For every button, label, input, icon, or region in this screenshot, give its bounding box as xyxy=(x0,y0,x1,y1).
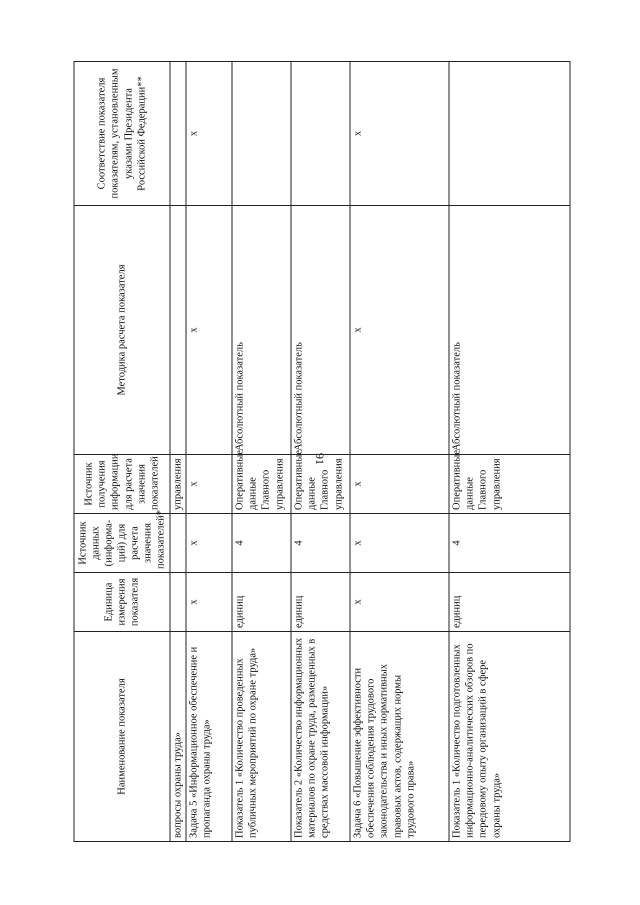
cell-data-source xyxy=(170,514,186,573)
header-info-origin: Источник получения информации для расчета значения показателей xyxy=(74,455,170,514)
cell-name: вопросы охраны труда» xyxy=(170,632,186,842)
cell-info-origin: Оперативные данные Главного управления xyxy=(232,455,291,514)
cell-unit xyxy=(170,573,186,632)
cell-data-source: 4 xyxy=(232,514,291,573)
cell-presidential-match xyxy=(232,62,291,206)
cell-unit: х xyxy=(186,573,232,632)
cell-info-origin: х xyxy=(350,455,449,514)
cell-data-source: 4 xyxy=(449,514,570,573)
cell-calc-method: Абсолютный показатель xyxy=(449,206,570,455)
cell-info-origin: х xyxy=(186,455,232,514)
table-row xyxy=(186,62,232,842)
cell-presidential-match xyxy=(291,62,350,206)
cell-calc-method xyxy=(170,206,186,455)
cell-name: Показатель 1 «Количество проведенных публичных мероприятий по охране труда» xyxy=(232,632,291,842)
cell-calc-method: х xyxy=(186,206,232,455)
cell-unit: единиц xyxy=(232,573,291,632)
cell-name: Показатель 2 «Количество информационных материалов по охране труда, размещенных в средствах массовой информации» xyxy=(291,632,350,842)
header-unit: Единица измерения показателя xyxy=(74,573,170,632)
cell-name: Показатель 1 «Количество подготовленных информационно-аналитических обзоров по передовому опыту организаций в сфере охраны труда» xyxy=(449,632,570,842)
cell-name: Задача 5 «Информационное обеспечение и пропаганда охраны труда» xyxy=(186,632,232,842)
header-data-source: Источник данных (информа-ций) для расчета значения показателей* xyxy=(74,514,170,573)
cell-info-origin: управления xyxy=(170,455,186,514)
cell-calc-method: х xyxy=(350,206,449,455)
cell-presidential-match xyxy=(170,62,186,206)
header-calc-method: Методика расчета показателя xyxy=(74,206,170,455)
cell-unit: х xyxy=(350,573,449,632)
cell-presidential-match: х xyxy=(350,62,449,206)
indicators-table xyxy=(74,61,571,842)
table-row xyxy=(350,62,449,842)
cell-presidential-match: х xyxy=(186,62,232,206)
cell-calc-method: Абсолютный показатель xyxy=(291,206,350,455)
cell-data-source: х xyxy=(186,514,232,573)
table-header-row xyxy=(74,62,170,842)
rotated-table-container xyxy=(74,62,567,842)
cell-data-source: 4 xyxy=(291,514,350,573)
cell-data-source: х xyxy=(350,514,449,573)
cell-info-origin: Оперативные данные Главного управления xyxy=(449,455,570,514)
cell-info-origin: Оперативные данные Главного управления xyxy=(291,455,350,514)
page-number: 91 xyxy=(313,453,327,465)
cell-calc-method: Абсолютный показатель xyxy=(232,206,291,455)
header-indicator-name: Наименование показателя xyxy=(74,632,170,842)
header-presidential-match: Соответствие показателя показателям, установленным указами Президента Российской Федерации** xyxy=(74,62,170,206)
table-row xyxy=(170,62,186,842)
cell-presidential-match xyxy=(449,62,570,206)
cell-unit: единиц xyxy=(291,573,350,632)
cell-unit: единиц xyxy=(449,573,570,632)
table-row xyxy=(449,62,570,842)
table-row xyxy=(291,62,350,842)
cell-name: Задача 6 «Повышение эффективности обеспечения соблюдения трудового законодательства и иных нормативных правовых актов, содержащих нормы трудового права» xyxy=(350,632,449,842)
table-row xyxy=(232,62,291,842)
